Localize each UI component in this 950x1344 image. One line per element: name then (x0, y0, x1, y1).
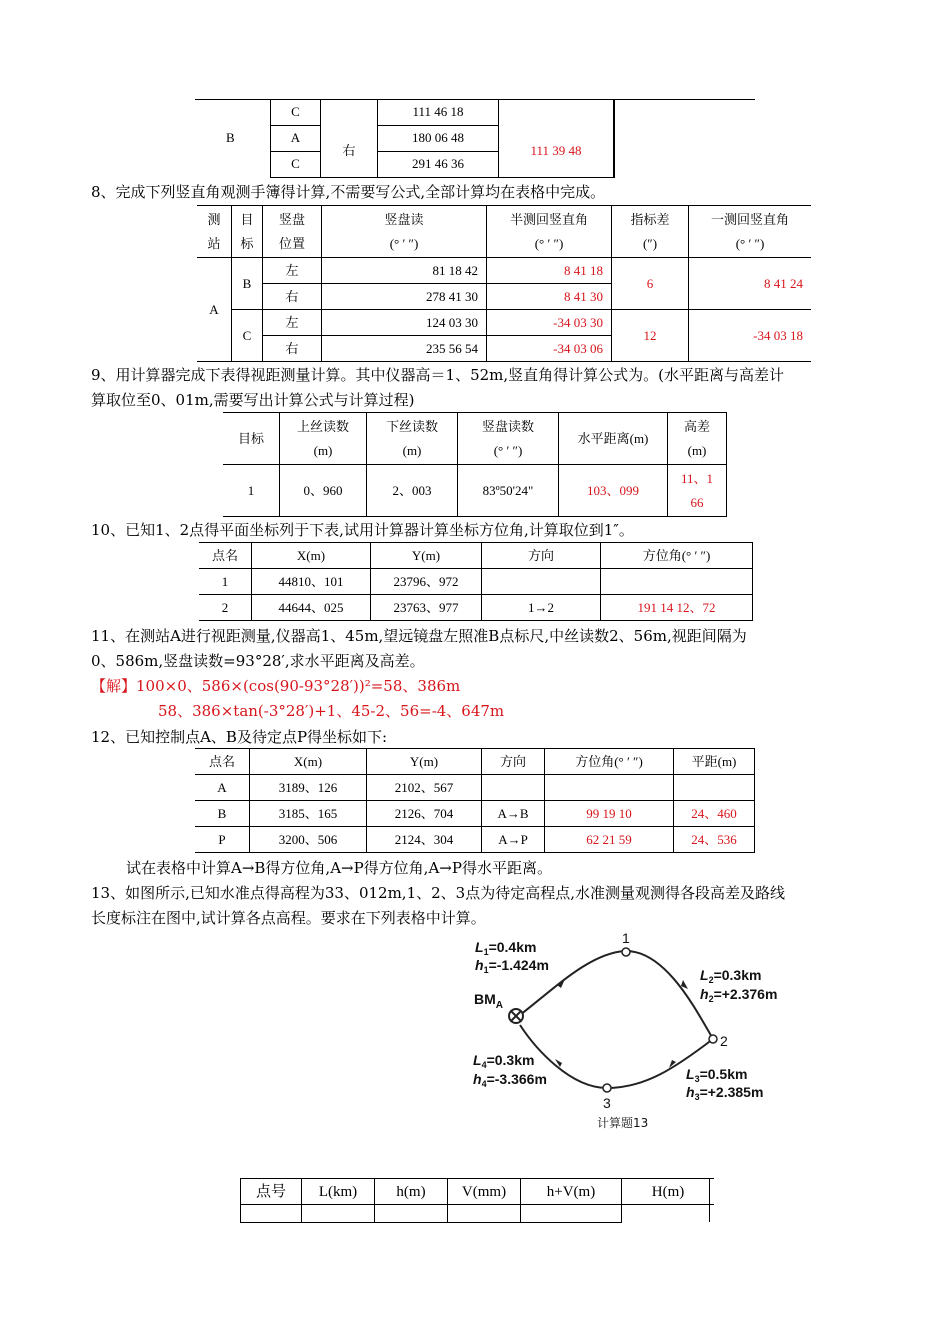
t: (″) (642, 235, 658, 251)
cell: 2126、704 (367, 801, 482, 827)
station-label: B (226, 130, 235, 145)
cell: 235 56 54 (322, 336, 487, 362)
cell (674, 775, 755, 801)
t: (° ′ ″) (735, 235, 765, 251)
cell (689, 206, 812, 258)
seg4-length: $L_4=0.3km$ (473, 1052, 535, 1070)
cell: 24、536 (674, 827, 755, 853)
t: (° ′ ″) (534, 235, 564, 251)
point-3-label: 3 (603, 1095, 611, 1111)
cell (302, 1205, 375, 1223)
point-2-label: 2 (720, 1033, 728, 1049)
cell: C (271, 99, 321, 125)
t: (m) (687, 442, 707, 458)
cell (668, 465, 727, 517)
t: 竖盘读 (384, 211, 424, 227)
cell: 右 (321, 125, 378, 177)
t: (m) (402, 442, 422, 458)
cell: 103、099 (559, 465, 668, 517)
cell: 点名 (199, 543, 252, 569)
t: 竖盘读数 (481, 418, 534, 434)
cell: 3200、506 (250, 827, 367, 853)
cell: 方向 (482, 749, 545, 775)
figure-caption: 计算题13 (597, 1116, 649, 1130)
cell: C (271, 151, 321, 177)
seg3-length: $L_3=0.5km$ (686, 1066, 748, 1084)
t: (° ′ ″) (389, 235, 419, 251)
cell: 右 (263, 336, 322, 362)
cell (622, 1205, 715, 1223)
cell: 23763、977 (371, 595, 482, 621)
cell: A (197, 258, 232, 362)
cell (482, 569, 601, 595)
t: 上丝读数 (296, 418, 349, 434)
point-1-marker (622, 948, 630, 956)
cell: 2、003 (367, 465, 458, 517)
t: 标 (240, 235, 254, 251)
cell: 2 (199, 595, 252, 621)
point-3-marker (603, 1084, 611, 1092)
q13-table (240, 1178, 714, 1223)
cell: V(mm) (448, 1179, 521, 1205)
cell: 点名 (195, 749, 250, 775)
point-1-label: 1 (622, 930, 630, 946)
cell: 目标 (223, 413, 280, 465)
cell: -34 03 06 (487, 336, 612, 362)
cell (241, 1205, 302, 1223)
seg2-height: $h_2=+2.376m$ (700, 986, 778, 1004)
seg3-height: $h_3=+2.385m$ (686, 1084, 764, 1102)
t: 高差 (683, 418, 710, 434)
cell: 278 41 30 (322, 284, 487, 310)
top-table (270, 99, 614, 178)
cell: 8 41 30 (487, 284, 612, 310)
cell: 左 (263, 258, 322, 284)
cell: 0、960 (280, 465, 367, 517)
cell: A (271, 125, 321, 151)
cell (482, 775, 545, 801)
seg1-length: $L_1=0.4km$ (475, 939, 537, 957)
cell: 方向 (482, 543, 601, 569)
q11-solution-1 (91, 675, 460, 696)
cell (375, 1205, 448, 1223)
t: 测 (207, 211, 221, 227)
cell: h(m) (375, 1179, 448, 1205)
cell: L(km) (302, 1179, 375, 1205)
cell: 水平距离(m) (559, 413, 668, 465)
cell: 1 (199, 569, 252, 595)
cell (668, 413, 727, 465)
q13-table-right-edge (709, 1178, 710, 1222)
seg2-length: $L_2=0.3km$ (700, 967, 762, 985)
cell: Y(m) (371, 543, 482, 569)
cell: 44644、025 (252, 595, 371, 621)
cell: 2102、567 (367, 775, 482, 801)
q8-text: 8、完成下列竖直角观测手簿得计算,不需要写公式,全部计算均在表格中完成。 (91, 183, 606, 201)
cell: h+V(m) (521, 1179, 622, 1205)
cell (487, 206, 612, 258)
cell: -34 03 30 (487, 310, 612, 336)
cell: 平距(m) (674, 749, 755, 775)
cell: A→P (482, 827, 545, 853)
cell: 方位角(° ′ ″) (601, 543, 753, 569)
cell (280, 413, 367, 465)
cell: 6 (612, 258, 689, 310)
cell: 111 39 48 (499, 125, 614, 177)
cell: A→B (482, 801, 545, 827)
q9-table (223, 412, 727, 517)
cell: 111 46 18 (378, 99, 499, 125)
seg4-height: $h_4=-3.366m$ (473, 1071, 547, 1089)
cell: 左 (263, 310, 322, 336)
cell: 180 06 48 (378, 125, 499, 151)
q12-table (195, 748, 755, 853)
cell: 3189、126 (250, 775, 367, 801)
cell (521, 1205, 622, 1223)
cell: -34 03 18 (689, 310, 812, 362)
t: (° ′ ″) (493, 442, 523, 458)
q8-table (197, 205, 811, 362)
cell: 8 41 24 (689, 258, 812, 310)
q11-line2: 0、586m,竖盘读数=93°28′,求水平距离及高差。 (91, 652, 425, 670)
t: (m) (313, 442, 333, 458)
q12-after: 试在表格中计算A→B得方位角,A→P得方位角,A→P得水平距离。 (126, 859, 552, 877)
cell: X(m) (252, 543, 371, 569)
cell: 99 19 10 (545, 801, 674, 827)
q11-line1: 11、在测站A进行视距测量,仪器高1、45m,望远镜盘左照准B点标尺,中丝读数2、56m,视距间隔为 (91, 627, 747, 645)
top-table-vline (614, 99, 615, 178)
leveling-loop-figure (470, 928, 790, 1138)
q10-text: 10、已知1、2点得平面坐标列于下表,试用计算器计算坐标方位角,计算取位到1″。 (91, 521, 634, 539)
t: 一测回竖直角 (710, 211, 789, 227)
cell (612, 206, 689, 258)
cell (448, 1205, 521, 1223)
q10-table (199, 542, 753, 621)
cell (197, 206, 232, 258)
cell: 291 46 36 (378, 151, 499, 177)
solution-label: 【解】 (91, 677, 137, 695)
q9-line1: 9、用计算器完成下表得视距测量计算。其中仪器高＝1、52m,竖直角得计算公式为。(水平距离与高差计 (91, 366, 785, 384)
t: 目 (240, 211, 254, 227)
t: 下丝读数 (385, 418, 438, 434)
t: 站 (207, 235, 221, 251)
cell (322, 206, 487, 258)
cell: 44810、101 (252, 569, 371, 595)
cell: 191 14 12、72 (601, 595, 753, 621)
q9-line2: 算取位至0、01m,需要写出计算公式与计算过程) (91, 391, 415, 409)
cell (263, 206, 322, 258)
arrow-2 (681, 980, 688, 989)
seg1-height: $h_1=-1.424m$ (475, 957, 549, 975)
cell: 81 18 42 (322, 258, 487, 284)
t: 竖盘 (278, 211, 305, 227)
cell: 点号 (241, 1179, 302, 1205)
cell: 24、460 (674, 801, 755, 827)
cell: C (232, 310, 263, 362)
cell: 124 03 30 (322, 310, 487, 336)
cell (545, 775, 674, 801)
cell (499, 99, 614, 125)
t: 半测回竖直角 (509, 211, 588, 227)
cell: 83º50'24" (458, 465, 559, 517)
cell (458, 413, 559, 465)
cell: B (195, 801, 250, 827)
cell: P (195, 827, 250, 853)
cell: 2124、304 (367, 827, 482, 853)
cell: B (232, 258, 263, 310)
cell: 62 21 59 (545, 827, 674, 853)
cell: 12 (612, 310, 689, 362)
cell: A (195, 775, 250, 801)
point-2-marker (709, 1035, 717, 1043)
cell: H(m) (622, 1179, 715, 1205)
solution-text: 100×0、586×(cos(90-93°28′))²=58、386m (136, 677, 461, 695)
bm-label: $BM_A$ (474, 991, 504, 1011)
cell: Y(m) (367, 749, 482, 775)
cell: 1 (223, 465, 280, 517)
q13-line1: 13、如图所示,已知水准点得高程为33、012m,1、2、3点为待定高程点,水准测量观测得各段高差及路线 (91, 884, 785, 902)
t: 11、1 (680, 470, 714, 486)
cell: 23796、972 (371, 569, 482, 595)
q11-solution-2: 58、386×tan(-3°28′)+1、45-2、56=-4、647m (158, 702, 505, 720)
cell: 右 (263, 284, 322, 310)
cell: 8 41 18 (487, 258, 612, 284)
q12-text: 12、已知控制点A、B及待定点P得坐标如下: (91, 728, 388, 746)
cell: 1→2 (482, 595, 601, 621)
cell: 3185、165 (250, 801, 367, 827)
cell (232, 206, 263, 258)
t: 位置 (278, 235, 305, 251)
cell (601, 569, 753, 595)
cell: X(m) (250, 749, 367, 775)
cell: 方位角(° ′ ″) (545, 749, 674, 775)
t: 指标差 (630, 211, 670, 227)
cell (321, 99, 378, 125)
q13-line2: 长度标注在图中,试计算各点高程。要求在下列表格中计算。 (91, 909, 486, 927)
cell (367, 413, 458, 465)
t: 66 (690, 494, 704, 510)
